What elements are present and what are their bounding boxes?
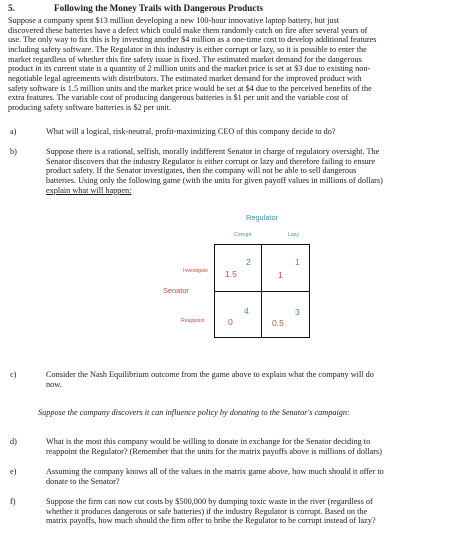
row-header-reappoint: Reappoint: [181, 318, 205, 324]
payoff-regulator-reappoint-corrupt: 4: [244, 306, 249, 316]
payoff-regulator-investigate-corrupt: 2: [246, 257, 251, 267]
intro-line: discovered these batteries have a defect which could make them randomly catch on fire after several years of: [8, 25, 368, 35]
part-f-line: Suppose the firm can now cut costs by $500,000 by dumping toxic waste in the river (regardless of: [46, 497, 373, 506]
intro-line: extra features. The variable cost of producing dangerous batteries is $1 per unit and the variable cost of: [8, 93, 349, 103]
payoff-senator-investigate-corrupt: 1.5: [225, 269, 237, 279]
intro-line: Suppose a company spent $13 million developing a new 100-hour innovative laptop battery, but just: [8, 16, 340, 25]
part-c-label: c): [10, 370, 17, 379]
part-c-line: now.: [46, 379, 62, 389]
part-e-line: Assuming the company knows all of the values in the matrix game above, how much should it offer to: [46, 467, 384, 476]
payoff-senator-reappoint-corrupt: 0: [228, 317, 233, 327]
intro-line: use. The only way to fix this is by investing another $4 million as a one-time cost to develop additional features: [8, 35, 377, 45]
intro-line: negotiable legal agreements with distributors. The estimated market demand for the improved product with: [8, 73, 362, 83]
part-d-line: What is the most this company would be willing to donate in exchange for the Senator deciding to: [46, 437, 371, 446]
payoff-regulator-reappoint-lazy: 3: [295, 307, 300, 317]
part-b-line: batteries. Using only the following game (with the units for given payoff values in millions of dollars): [46, 175, 383, 185]
question-number: 5.: [8, 3, 15, 13]
part-f-line: matrix payoffs, how much should the firm offer to bribe the Regulator to be corrupt instead of lazy?: [46, 516, 376, 526]
part-b-line: Senator discovers that the industry Regulator is either corrupt or lazy and therefore failing to ensure: [46, 156, 376, 166]
intro-line: producing safety software batteries is $2 per unit.: [8, 102, 172, 112]
intro-line: safety software is 1.5 million units and the market price would be set at $4 due to the perceived benefits of the: [8, 83, 372, 93]
part-b-label: b): [10, 147, 17, 156]
part-e-label: e): [10, 467, 17, 476]
part-d-text: [46, 437, 466, 456]
part-e-line: donate to the Senator?: [46, 476, 120, 486]
column-player-label: Regulator: [246, 213, 279, 222]
payoff-regulator-investigate-lazy: 1: [295, 257, 300, 267]
part-c-text: [46, 370, 466, 389]
part-a-text: What will a logical, risk-neutral, profit-maximizing CEO of this company decide to do?: [46, 127, 336, 136]
part-b-line: product safety. If the Senator investigates, then the company will not be able to sell dangerous: [46, 166, 357, 176]
part-b-line: Suppose there is a rational, selfish, morally indifferent Senator in charge of regulatory oversight. The: [46, 147, 380, 156]
part-f-label: f): [10, 497, 16, 506]
row-header-investigate: Investigate: [183, 268, 209, 274]
column-header-lazy: Lazy: [288, 232, 299, 238]
question-title: Following the Money Trails with Dangerous Products: [54, 3, 264, 13]
part-e-text: [46, 467, 466, 486]
intro-line: including safety software. The Regulator in this industry is either corrupt or lazy, so it is possible to enter the: [8, 44, 367, 54]
part-d-label: d): [10, 437, 17, 446]
intro-line: market regardless of whether this fire safety issue is fixed. The estimated market demand for the dangerous: [8, 54, 362, 64]
part-b-line: explain what will happen:: [46, 185, 132, 195]
part-a-label: a): [10, 127, 17, 136]
part-d-line: reappoint the Regulator? (Remember that the units for the matrix payoffs above is millions of dollars): [46, 446, 382, 456]
matrix-divider-horizontal: [214, 291, 310, 292]
campaign-note: Suppose the company discovers it can influence policy by donating to the Senator's campaign:: [38, 408, 350, 417]
payoff-senator-reappoint-lazy: 0.5: [272, 318, 284, 328]
column-header-corrupt: Corrupt: [234, 232, 252, 238]
payoff-senator-investigate-lazy: 1: [278, 270, 283, 280]
part-c-line: Consider the Nash Equilibrium outcome from the game above to explain what the company will do: [46, 370, 374, 379]
part-f-line: whether it produces dangerous or safe batteries) if the industry Regulator is corrupt. Based on the: [46, 506, 368, 516]
row-player-label: Senator: [163, 286, 189, 295]
intro-line: product in its current state is a quantity of 2 million units and the market price is set at $3 due to existing non-: [8, 64, 371, 74]
part-f-text: [46, 497, 466, 526]
